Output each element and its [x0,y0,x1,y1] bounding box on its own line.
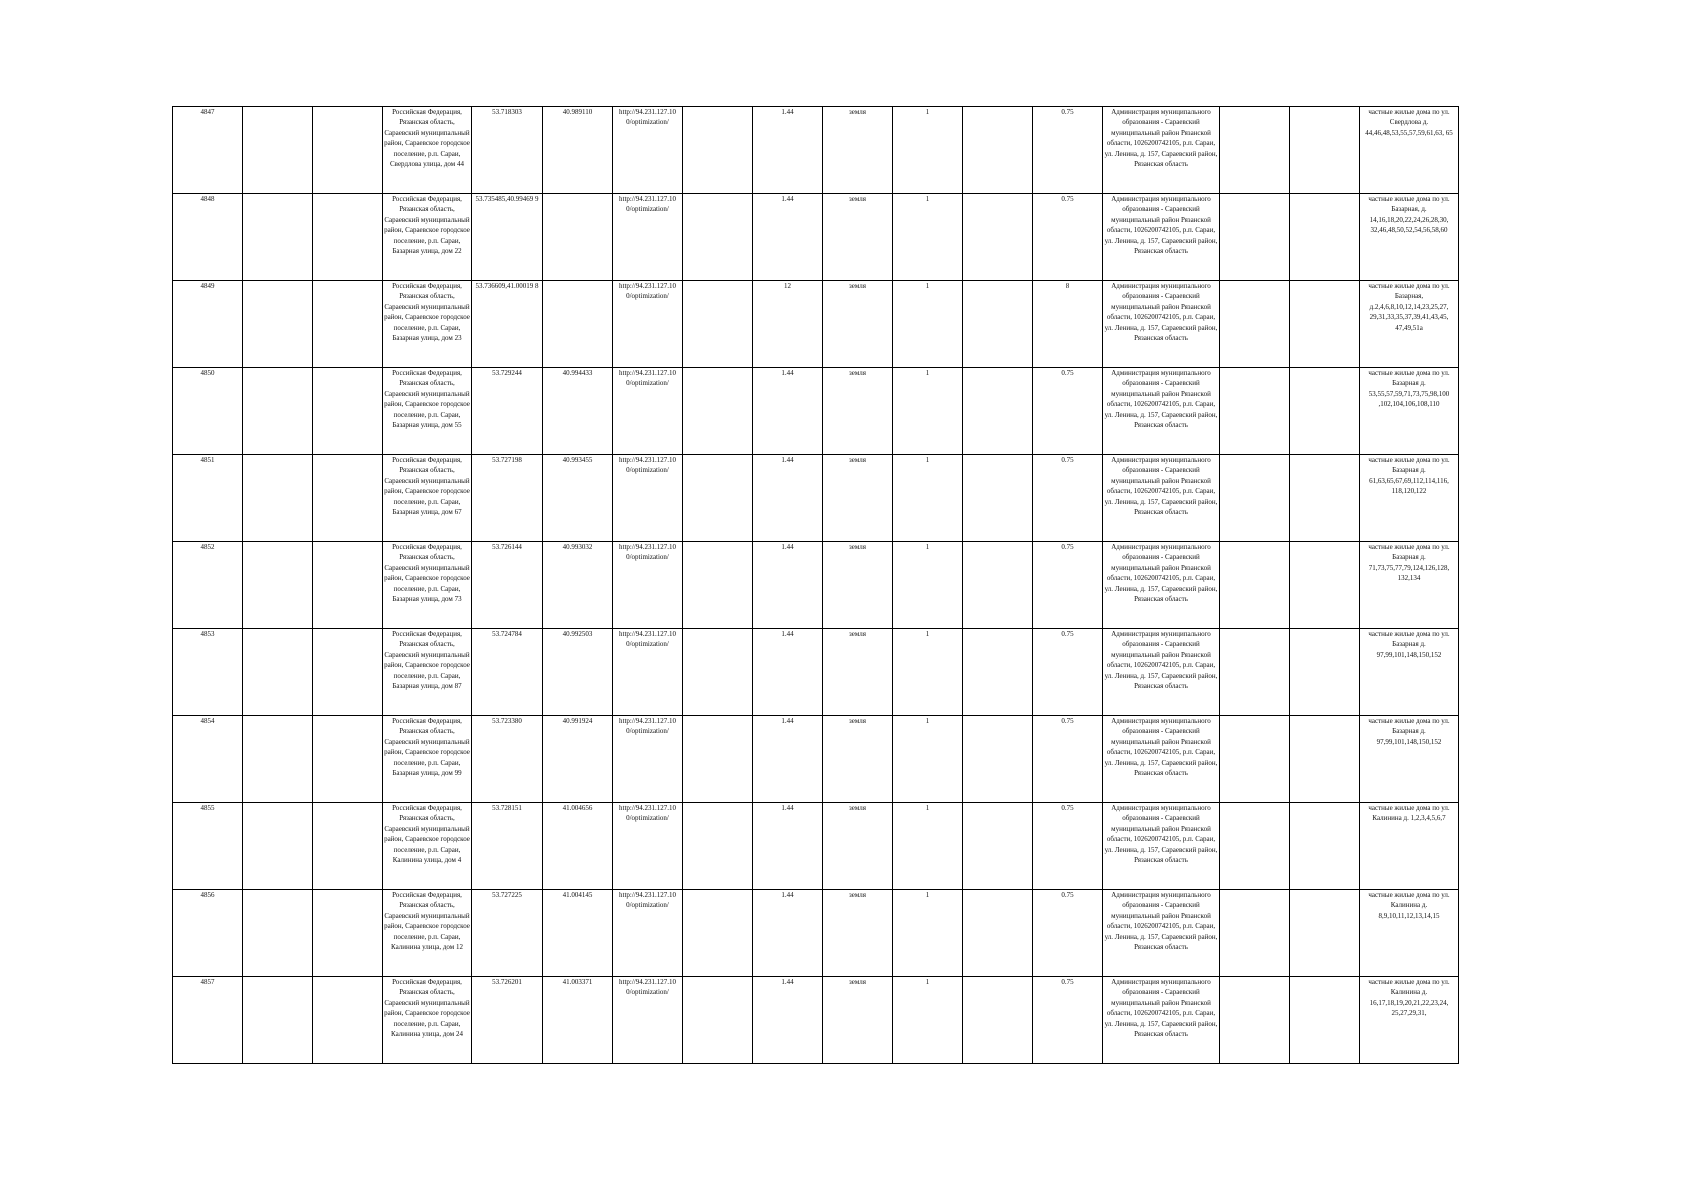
address-cell: Российская Федерация, Рязанская область, Сараевский муниципальный район, Сараевское городское поселение, р.п. Сараи, Базарная улица, дом 87 [383,629,472,716]
surface-material-cell: земля [823,977,893,1064]
record-number-cell: 4853 [173,629,243,716]
container-volume-cell: 0.75 [1033,455,1103,542]
served-buildings-cell: частные жилые дома по ул. Базарная д. 71,73,75,77,79,124,126,128, 132,134 [1360,542,1459,629]
surface-material-cell: земля [823,107,893,194]
latitude-cell: 53.726144 [472,542,543,629]
surface-material-cell: земля [823,194,893,281]
served-buildings-cell: частные жилые дома по ул. Базарная д. 53,55,57,59,71,73,75,98,100 ,102,104,106,108,110 [1360,368,1459,455]
container-count-cell: 1 [893,629,963,716]
empty-cell [313,803,383,890]
map-link-cell: http://94.231.127.10 0/optimization/ [613,455,683,542]
container-count-cell: 1 [893,716,963,803]
area-cell: 1.44 [753,455,823,542]
owner-organization-cell: Администрация муниципального образования - Сараевский муниципальный район Рязанской области, 1026200742105, р.п. Сараи, ул. Ленина, д. 157, Сараевский район, Рязанская область [1103,803,1220,890]
container-volume-cell: 0.75 [1033,977,1103,1064]
map-link-cell: http://94.231.127.10 0/optimization/ [613,716,683,803]
empty-cell [683,629,753,716]
area-cell: 1.44 [753,368,823,455]
area-cell: 1.44 [753,803,823,890]
record-number-cell: 4850 [173,368,243,455]
table-row [173,716,1459,803]
empty-cell [963,542,1033,629]
empty-cell [313,107,383,194]
map-link-cell: http://94.231.127.10 0/optimization/ [613,194,683,281]
empty-cell [313,977,383,1064]
owner-organization-cell: Администрация муниципального образования - Сараевский муниципальный район Рязанской области, 1026200742105, р.п. Сараи, ул. Ленина, д. 157, Сараевский район, Рязанская область [1103,281,1220,368]
empty-cell [963,368,1033,455]
latitude-cell: 53.727198 [472,455,543,542]
record-number-cell: 4847 [173,107,243,194]
container-count-cell: 1 [893,368,963,455]
record-number-cell: 4852 [173,542,243,629]
container-count-cell: 1 [893,107,963,194]
address-cell: Российская Федерация, Рязанская область, Сараевский муниципальный район, Сараевское городское поселение, р.п. Сараи, Базарная улица, дом 67 [383,455,472,542]
area-cell: 1.44 [753,629,823,716]
empty-cell [1290,455,1360,542]
record-number-cell: 4848 [173,194,243,281]
longitude-cell: 40.993455 [543,455,613,542]
address-cell: Российская Федерация, Рязанская область, Сараевский муниципальный район, Сараевское городское поселение, р.п. Сараи, Калинина улица, дом 12 [383,890,472,977]
address-cell: Российская Федерация, Рязанская область, Сараевский муниципальный район, Сараевское городское поселение, р.п. Сараи, Базарная улица, дом 22 [383,194,472,281]
map-link-cell: http://94.231.127.10 0/optimization/ [613,542,683,629]
owner-organization-cell: Администрация муниципального образования - Сараевский муниципальный район Рязанской области, 1026200742105, р.п. Сараи, ул. Ленина, д. 157, Сараевский район, Рязанская область [1103,629,1220,716]
empty-cell [963,977,1033,1064]
empty-cell [1290,368,1360,455]
address-cell: Российская Федерация, Рязанская область, Сараевский муниципальный район, Сараевское городское поселение, р.п. Сараи, Калинина улица, дом 4 [383,803,472,890]
container-count-cell: 1 [893,542,963,629]
surface-material-cell: земля [823,281,893,368]
empty-cell [243,890,313,977]
area-cell: 12 [753,281,823,368]
served-buildings-cell: частные жилые дома по ул. Базарная, д.2,4,6,8,10,12,14,23,25,27, 29,31,33,35,37,39,41,43,45, 47,49,51а [1360,281,1459,368]
empty-cell [313,368,383,455]
empty-cell [683,455,753,542]
empty-cell [1220,716,1290,803]
empty-cell [313,890,383,977]
container-count-cell: 1 [893,977,963,1064]
empty-cell [1290,107,1360,194]
empty-cell [313,629,383,716]
longitude-cell: 40.994433 [543,368,613,455]
address-cell: Российская Федерация, Рязанская область, Сараевский муниципальный район, Сараевское городское поселение, р.п. Сараи, Базарная улица, дом 73 [383,542,472,629]
container-count-cell: 1 [893,194,963,281]
served-buildings-cell: частные жилые дома по ул. Базарная д. 61,63,65,67,69,112,114,116, 118,120,122 [1360,455,1459,542]
empty-cell [683,803,753,890]
empty-cell [963,716,1033,803]
container-volume-cell: 8 [1033,281,1103,368]
empty-cell [243,455,313,542]
empty-cell [1220,803,1290,890]
surface-material-cell: земля [823,716,893,803]
empty-cell [963,890,1033,977]
served-buildings-cell: частные жилые дома по ул. Свердлова д. 44,46,48,53,55,57,59,61,63, 65 [1360,107,1459,194]
empty-cell [963,629,1033,716]
record-number-cell: 4849 [173,281,243,368]
served-buildings-cell: частные жилые дома по ул. Базарная д. 97,99,101,148,150,152 [1360,716,1459,803]
empty-cell [313,194,383,281]
empty-cell [313,281,383,368]
map-link-cell: http://94.231.127.10 0/optimization/ [613,803,683,890]
empty-cell [1290,890,1360,977]
empty-cell [963,455,1033,542]
container-count-cell: 1 [893,890,963,977]
table-row [173,281,1459,368]
container-volume-cell: 0.75 [1033,803,1103,890]
surface-material-cell: земля [823,368,893,455]
latitude-cell: 53.718303 [472,107,543,194]
longitude-cell: 41.004145 [543,890,613,977]
latitude-cell: 53.728151 [472,803,543,890]
container-count-cell: 1 [893,803,963,890]
empty-cell [313,542,383,629]
empty-cell [243,281,313,368]
empty-cell [963,281,1033,368]
record-number-cell: 4851 [173,455,243,542]
record-number-cell: 4856 [173,890,243,977]
longitude-cell [543,194,613,281]
empty-cell [243,107,313,194]
map-link-cell: http://94.231.127.10 0/optimization/ [613,281,683,368]
registry-body [173,107,1459,1064]
owner-organization-cell: Администрация муниципального образования - Сараевский муниципальный район Рязанской области, 1026200742105, р.п. Сараи, ул. Ленина, д. 157, Сараевский район, Рязанская область [1103,455,1220,542]
owner-organization-cell: Администрация муниципального образования - Сараевский муниципальный район Рязанской области, 1026200742105, р.п. Сараи, ул. Ленина, д. 157, Сараевский район, Рязанская область [1103,542,1220,629]
empty-cell [683,194,753,281]
empty-cell [1290,803,1360,890]
empty-cell [683,281,753,368]
owner-organization-cell: Администрация муниципального образования - Сараевский муниципальный район Рязанской области, 1026200742105, р.п. Сараи, ул. Ленина, д. 157, Сараевский район, Рязанская область [1103,716,1220,803]
served-buildings-cell: частные жилые дома по ул. Калинина д. 1,2,3,4,5,6,7 [1360,803,1459,890]
map-link-cell: http://94.231.127.10 0/optimization/ [613,890,683,977]
record-number-cell: 4854 [173,716,243,803]
latitude-cell: 53.729244 [472,368,543,455]
record-number-cell: 4857 [173,977,243,1064]
longitude-cell: 41.003371 [543,977,613,1064]
empty-cell [1220,542,1290,629]
latitude-cell: 53.723380 [472,716,543,803]
surface-material-cell: земля [823,803,893,890]
empty-cell [1220,890,1290,977]
address-cell: Российская Федерация, Рязанская область, Сараевский муниципальный район, Сараевское городское поселение, р.п. Сараи, Базарная улица, дом 99 [383,716,472,803]
empty-cell [313,716,383,803]
empty-cell [683,977,753,1064]
empty-cell [243,716,313,803]
empty-cell [1220,368,1290,455]
owner-organization-cell: Администрация муниципального образования - Сараевский муниципальный район Рязанской области, 1026200742105, р.п. Сараи, ул. Ленина, д. 157, Сараевский район, Рязанская область [1103,890,1220,977]
table-row [173,368,1459,455]
empty-cell [683,890,753,977]
empty-cell [683,368,753,455]
container-volume-cell: 0.75 [1033,542,1103,629]
latitude-cell: 53.736609,41.00019 8 [472,281,543,368]
served-buildings-cell: частные жилые дома по ул. Калинина д. 8,9,10,11,12,13,14,15 [1360,890,1459,977]
empty-cell [1220,629,1290,716]
empty-cell [1290,281,1360,368]
map-link-cell: http://94.231.127.10 0/optimization/ [613,107,683,194]
table-row [173,890,1459,977]
latitude-cell: 53.735485,40.99469 9 [472,194,543,281]
owner-organization-cell: Администрация муниципального образования - Сараевский муниципальный район Рязанской области, 1026200742105, р.п. Сараи, ул. Ленина, д. 157, Сараевский район, Рязанская область [1103,194,1220,281]
record-number-cell: 4855 [173,803,243,890]
table-row [173,977,1459,1064]
container-volume-cell: 0.75 [1033,890,1103,977]
map-link-cell: http://94.231.127.10 0/optimization/ [613,629,683,716]
owner-organization-cell: Администрация муниципального образования - Сараевский муниципальный район Рязанской области, 1026200742105, р.п. Сараи, ул. Ленина, д. 157, Сараевский район, Рязанская область [1103,368,1220,455]
empty-cell [1220,281,1290,368]
address-cell: Российская Федерация, Рязанская область, Сараевский муниципальный район, Сараевское городское поселение, р.п. Сараи, Базарная улица, дом 23 [383,281,472,368]
address-cell: Российская Федерация, Рязанская область, Сараевский муниципальный район, Сараевское городское поселение, р.п. Сараи, Базарная улица, дом 55 [383,368,472,455]
area-cell: 1.44 [753,542,823,629]
table-row [173,194,1459,281]
table-row [173,629,1459,716]
longitude-cell: 41.004656 [543,803,613,890]
owner-organization-cell: Администрация муниципального образования - Сараевский муниципальный район Рязанской области, 1026200742105, р.п. Сараи, ул. Ленина, д. 157, Сараевский район, Рязанская область [1103,107,1220,194]
served-buildings-cell: частные жилые дома по ул. Базарная, д. 14,16,18,20,22,24,26,28,30, 32,46,48,50,52,54,56,58,60 [1360,194,1459,281]
container-count-cell: 1 [893,455,963,542]
empty-cell [243,977,313,1064]
area-cell: 1.44 [753,716,823,803]
address-cell: Российская Федерация, Рязанская область, Сараевский муниципальный район, Сараевское городское поселение, р.п. Сараи, Калинина улица, дом 24 [383,977,472,1064]
longitude-cell: 40.992503 [543,629,613,716]
empty-cell [243,803,313,890]
empty-cell [1290,977,1360,1064]
registry-table [172,106,1459,1064]
area-cell: 1.44 [753,107,823,194]
area-cell: 1.44 [753,890,823,977]
map-link-cell: http://94.231.127.10 0/optimization/ [613,977,683,1064]
surface-material-cell: земля [823,542,893,629]
container-volume-cell: 0.75 [1033,107,1103,194]
served-buildings-cell: частные жилые дома по ул. Калинина д. 16,17,18,19,20,21,22,23,24, 25,27,29,31, [1360,977,1459,1064]
longitude-cell: 40.989110 [543,107,613,194]
empty-cell [963,107,1033,194]
empty-cell [313,455,383,542]
empty-cell [243,542,313,629]
empty-cell [963,194,1033,281]
empty-cell [963,803,1033,890]
empty-cell [683,542,753,629]
map-link-cell: http://94.231.127.10 0/optimization/ [613,368,683,455]
address-cell: Российская Федерация, Рязанская область, Сараевский муниципальный район, Сараевское городское поселение, р.п. Сараи, Свердлова улица, дом 44 [383,107,472,194]
empty-cell [683,716,753,803]
container-volume-cell: 0.75 [1033,716,1103,803]
longitude-cell: 40.991924 [543,716,613,803]
empty-cell [243,629,313,716]
empty-cell [1220,977,1290,1064]
container-count-cell: 1 [893,281,963,368]
empty-cell [1290,194,1360,281]
empty-cell [1220,107,1290,194]
area-cell: 1.44 [753,977,823,1064]
longitude-cell: 40.993032 [543,542,613,629]
table-row [173,542,1459,629]
longitude-cell [543,281,613,368]
served-buildings-cell: частные жилые дома по ул. Базарная д. 97,99,101,148,150,152 [1360,629,1459,716]
container-volume-cell: 0.75 [1033,368,1103,455]
empty-cell [1220,194,1290,281]
surface-material-cell: земля [823,890,893,977]
empty-cell [1290,542,1360,629]
empty-cell [1290,716,1360,803]
empty-cell [243,194,313,281]
empty-cell [243,368,313,455]
latitude-cell: 53.727225 [472,890,543,977]
empty-cell [1220,455,1290,542]
owner-organization-cell: Администрация муниципального образования - Сараевский муниципальный район Рязанской области, 1026200742105, р.п. Сараи, ул. Ленина, д. 157, Сараевский район, Рязанская область [1103,977,1220,1064]
surface-material-cell: земля [823,629,893,716]
container-volume-cell: 0.75 [1033,629,1103,716]
table-row [173,455,1459,542]
table-row [173,803,1459,890]
container-volume-cell: 0.75 [1033,194,1103,281]
surface-material-cell: земля [823,455,893,542]
empty-cell [1290,629,1360,716]
table-row [173,107,1459,194]
empty-cell [683,107,753,194]
latitude-cell: 53.726201 [472,977,543,1064]
area-cell: 1.44 [753,194,823,281]
latitude-cell: 53.724784 [472,629,543,716]
